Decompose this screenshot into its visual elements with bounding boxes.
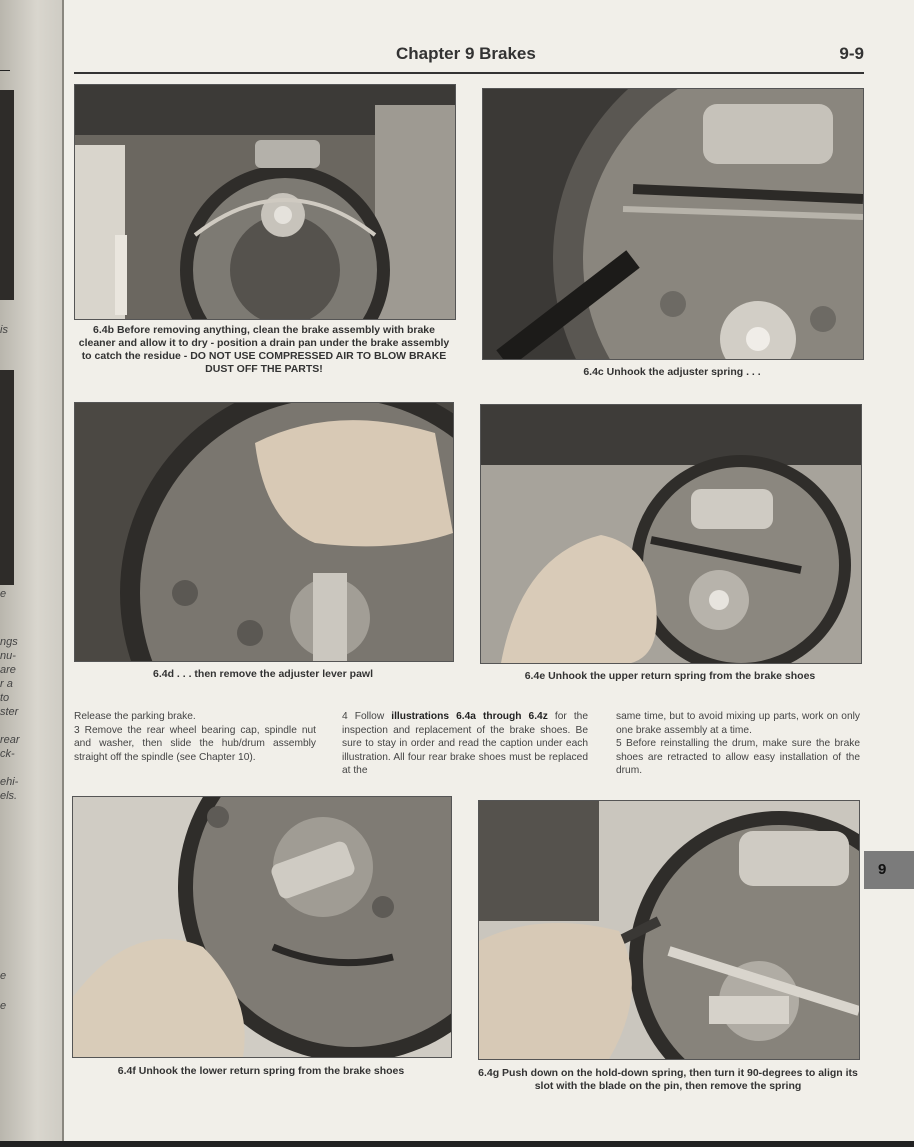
chapter-title: Chapter 9 Brakes <box>396 44 536 63</box>
margin-fragment: are <box>0 664 16 676</box>
margin-fragment: is <box>0 324 8 336</box>
paragraph-step-4: 4 Follow illustrations 6.4a through 6.4z for the inspection and replacement of the brake shoes. Be sure to stay in order and read the caption under each illustration. All four rear brake shoes must be replaced at the <box>342 711 588 777</box>
gutter-shadow <box>0 90 14 300</box>
paragraph: Release the parking brake. <box>74 711 196 722</box>
figure-caption-6-4b: 6.4b Before removing anything, clean the brake assembly with brake cleaner and allow it to dry - position a drain pan under the brake assembly to catch the residue - DO NOT USE COMPRESSED AIR TO BLOW BRAKE DUST OFF THE PARTS! <box>78 324 450 375</box>
margin-fragment: els. <box>0 790 18 802</box>
photo-6-4d <box>74 402 454 662</box>
photo-6-4g <box>478 800 860 1060</box>
page-number: 9-9 <box>839 44 864 63</box>
paragraph-step-5: 5 Before reinstalling the drum, make sure the brake shoes are retracted to allow easy installation of the drum. <box>616 738 860 777</box>
text-column-3 <box>616 710 860 778</box>
paragraph-step-3: 3 Remove the rear wheel bearing cap, spindle nut and washer, then slide the hub/drum assembly straight off the spindle (see Chapter 10). <box>74 724 316 763</box>
margin-fragment: e <box>0 970 7 982</box>
gutter-rule <box>0 70 10 71</box>
section-tab: 9 <box>864 851 914 889</box>
illustration-reference: illustrations 6.4a through 6.4z <box>391 711 548 722</box>
gutter-shadow <box>0 370 14 585</box>
text-column-1 <box>74 710 316 764</box>
paragraph: same time, but to avoid mixing up parts, work on only one brake assembly at a time. <box>616 711 860 736</box>
photo-6-4c <box>482 88 864 360</box>
adjuster-lever-pawl-photo <box>75 403 453 661</box>
margin-fragment: r a <box>0 678 13 690</box>
photo-6-4e <box>480 404 862 664</box>
page-bottom-edge <box>0 1141 914 1147</box>
figure-caption-6-4e: 6.4e Unhook the upper return spring from the brake shoes <box>524 670 816 682</box>
hold-down-spring-photo <box>479 801 859 1059</box>
figure-caption-6-4c: 6.4c Unhook the adjuster spring . . . <box>583 366 761 378</box>
upper-return-spring-photo <box>481 405 861 663</box>
margin-fragment: ster <box>0 706 19 718</box>
margin-fragment: rear <box>0 734 20 746</box>
page-header <box>74 42 864 74</box>
margin-fragment: ck- <box>0 748 15 760</box>
adjuster-spring-photo <box>483 89 863 359</box>
margin-fragment: e <box>0 588 7 600</box>
lower-return-spring-photo <box>73 797 451 1057</box>
page-gutter <box>0 0 64 1147</box>
figure-caption-6-4f: 6.4f Unhook the lower return spring from the brake shoes <box>117 1065 405 1077</box>
margin-fragment: nu- <box>0 650 16 662</box>
photo-6-4b <box>74 84 456 320</box>
margin-fragment: ehi- <box>0 776 19 788</box>
photo-6-4f <box>72 796 452 1058</box>
text-column-2 <box>342 710 588 778</box>
figure-caption-6-4g: 6.4g Push down on the hold-down spring, then turn it 90-degrees to align its slot with the blade on the pin, then remove the spring <box>478 1067 858 1092</box>
margin-fragment: ngs <box>0 636 18 648</box>
brake-assembly-photo <box>75 85 455 319</box>
margin-fragment: e <box>0 1000 7 1012</box>
margin-fragment: to <box>0 692 10 704</box>
figure-caption-6-4d: 6.4d . . . then remove the adjuster lever pawl <box>153 668 373 680</box>
